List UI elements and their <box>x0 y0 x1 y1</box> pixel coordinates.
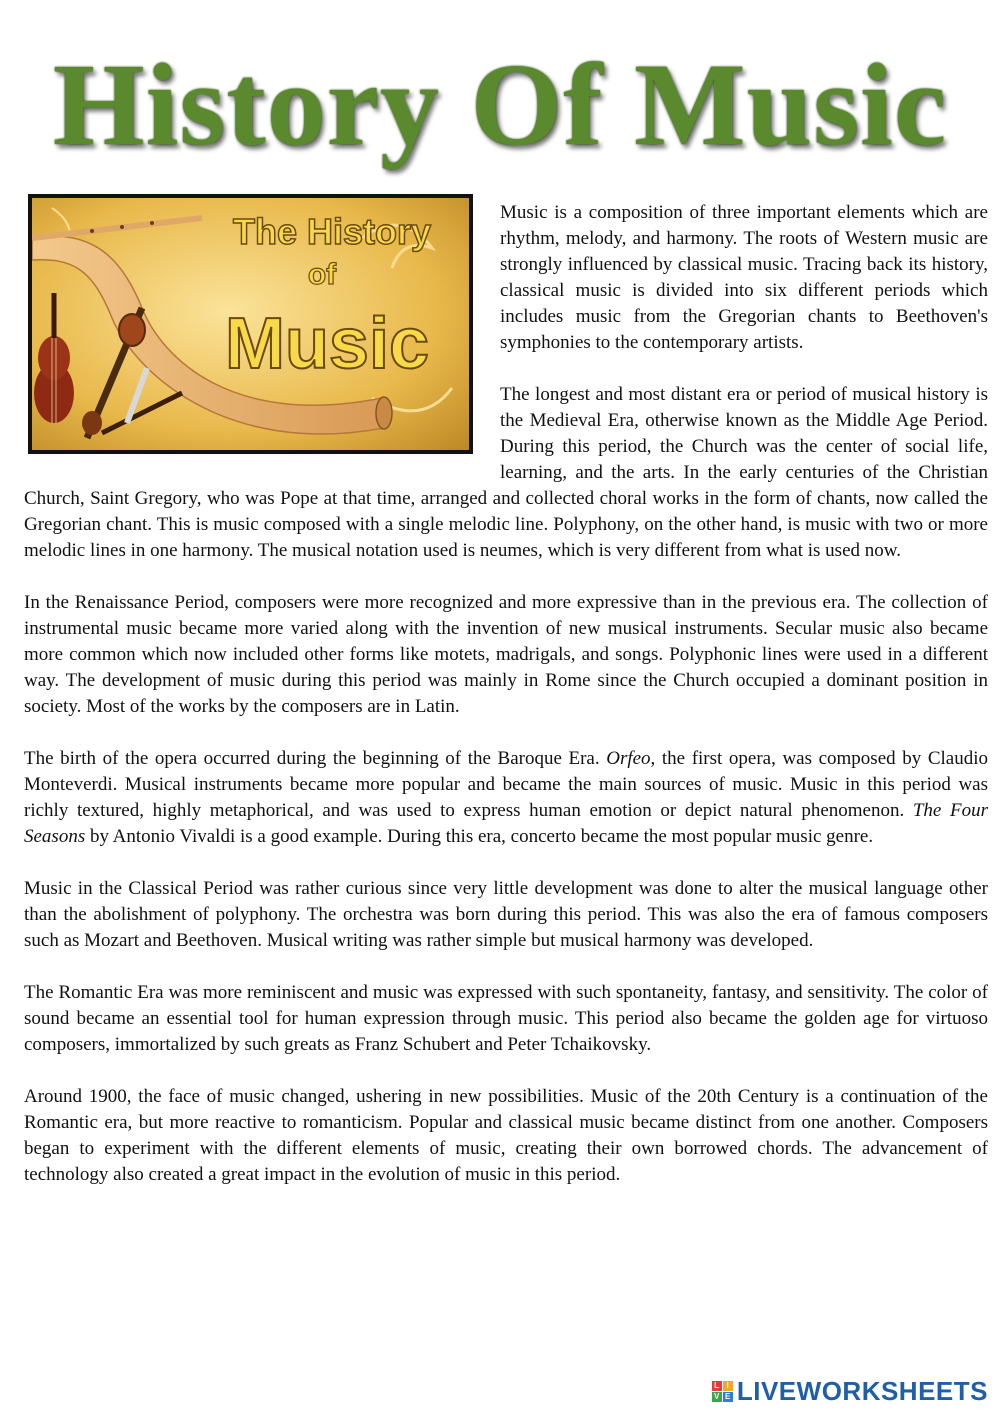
paragraph-renaissance: In the Renaissance Period, composers were more recognized and more expressive than in the previous era. The collection of instrumental music became more varied along with the invention of new musical instruments. Secular music also became more common which now included other forms like motets, madrigals, and songs. Polyphonic lines were used in a different way. The development of music during this period was mainly in Rome since the Church occupied a dominant position in society. Most of the works by the composers are in Latin. <box>24 592 988 717</box>
liveworksheets-mark-icon: L I V E <box>712 1381 733 1402</box>
paragraph-medieval: The longest and most distant era or period of musical history is the Medieval Era, otherwise known as the Middle Age Period. During this period, the Church was the center of social life, learning, and the arts. In the early centuries of the Christian Church, Saint Gregory, who was Pope at that time, arranged and collected choral works in the form of chants, now called the Gregorian chant. This is music composed with a single melodic line. Polyphony, on the other hand, is music with two or more melodic lines in one harmony. The musical notation used is neumes, which is very different from what is used now. <box>24 384 988 561</box>
image-caption-line2: of <box>307 258 337 291</box>
baroque-text-c: by Antonio Vivaldi is a good example. During this era, concerto became the most popular music genre. <box>85 826 874 847</box>
baroque-text-b: , the first opera, was composed by Claudio Monteverdi. Musical instruments became more popular and became the main sources of music. Music in this period was richly textured, highly metaphorical, and was used to express human emotion or depict natural phenomenon. <box>24 748 988 821</box>
image-caption-line1: The History <box>232 211 432 252</box>
image-caption-line3: Music <box>224 304 430 384</box>
article-body <box>24 200 988 1214</box>
baroque-text-a: The birth of the opera occurred during the beginning of the Baroque Era. <box>24 748 607 769</box>
paragraph-20th-century: Around 1900, the face of music changed, ushering in new possibilities. Music of the 20th Century is a continuation of the Romantic era, but more reactive to romanticism. Popular and classical music became distinct from one another. Composers began to experiment with the different elements of music, creating their own borrowed chords. The advancement of technology also created a great impact in the evolution of music in this period. <box>24 1086 988 1185</box>
opera-title-orfeo: Orfeo <box>606 748 651 769</box>
liveworksheets-logo <box>712 1376 988 1407</box>
page-title: History Of Music <box>52 39 948 170</box>
liveworksheets-text: LIVEWORKSHEETS <box>736 1376 988 1406</box>
image-float-spacer <box>24 200 500 482</box>
paragraph-intro: Music is a composition of three important elements which are rhythm, melody, and harmony. The roots of Western music are strongly influenced by classical music. Tracing back its history, classical music is divided into six different periods which includes music from the Gregorian chants to Beethoven's symphonies to the contemporary artists. <box>500 202 988 353</box>
paragraph-romantic: The Romantic Era was more reminiscent and music was expressed with such spontaneity, fantasy, and sensitivity. The color of sound became an essential tool for human expression through music. This period also became the golden age for virtuoso composers, immortalized by such greats as Franz Schubert and Peter Tchaikovsky. <box>24 982 988 1055</box>
paragraph-baroque <box>24 746 988 850</box>
paragraph-classical: Music in the Classical Period was rather curious since very little development was done to alter the musical language other than the abolishment of polyphony. The orchestra was born during this period. This was also the era of famous composers such as Mozart and Beethoven. Musical writing was rather simple but musical harmony was developed. <box>24 878 988 951</box>
work-title-four-seasons: The Four Seasons <box>24 800 988 847</box>
